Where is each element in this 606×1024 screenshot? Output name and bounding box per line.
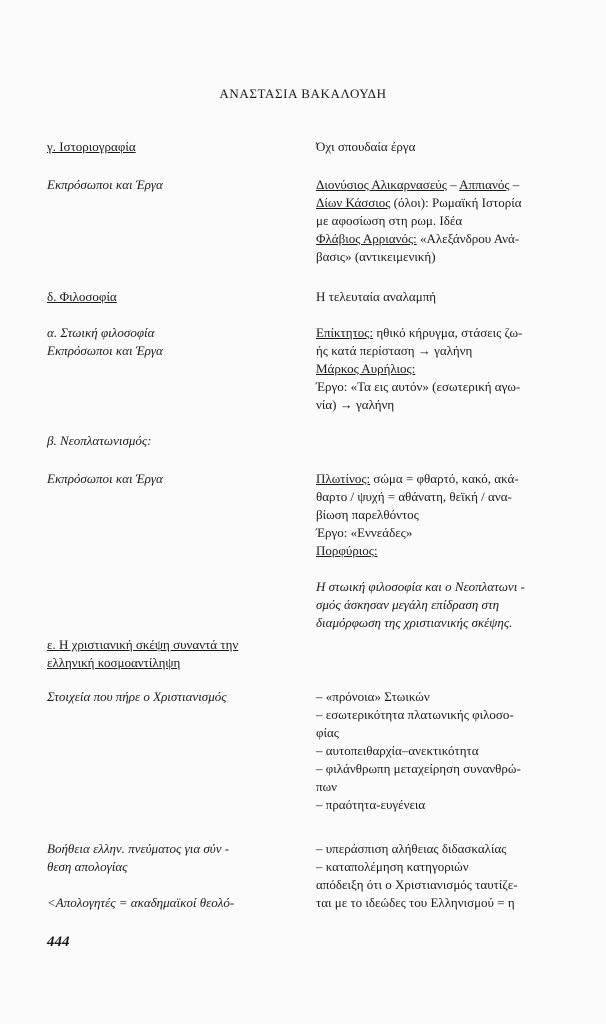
historiography-note: Όχι σπουδαία έργα: [316, 139, 416, 154]
name-porphyry: Πορφύριος:: [316, 543, 378, 558]
flavius-description-cont: βασις» (αντικειμενική): [316, 249, 436, 264]
elements-label: Στοιχεία που πήρε ο Χριστιανισμός: [47, 689, 227, 704]
section-historiography-heading: γ. Ιστοριογραφία: [47, 139, 136, 154]
name-flavius: Φλάβιος Αρριανός:: [316, 231, 417, 246]
help-list: [316, 840, 570, 912]
running-header: ΑΝΑΣΤΑΣΙΑ ΒΑΚΑΛΟΥΔΗ: [219, 86, 387, 101]
christian-heading-line: ελληνική κοσμοαντίληψη: [47, 655, 181, 670]
name-marcus: Μάρκος Αυρήλιος:: [316, 361, 416, 376]
stoic-heading: α. Στωική φιλοσοφία: [47, 325, 155, 340]
stoic-works: [316, 324, 570, 414]
elements-list: [316, 688, 570, 814]
marcus-work: Έργο: «Τα εις αυτόν» (εσωτερική αγω-: [316, 379, 521, 394]
apologists-line: <Απολογητές = ακαδημαϊκοί θεολό-: [47, 895, 235, 910]
stoic-representatives: [47, 324, 292, 360]
epictetus-description: ηθικό κήρυγμα, στάσεις ζω-: [373, 325, 523, 340]
plotinus-work: Έργο: «Εννεάδες»: [316, 525, 413, 540]
flavius-description: «Αλεξάνδρου Ανά-: [416, 231, 520, 246]
section-christian-heading: [47, 636, 292, 672]
representatives-label: Εκπρόσωποι και Έργα: [47, 343, 163, 358]
list-item: – καταπολέμηση κατηγοριών: [316, 859, 469, 874]
list-item: – φιλάνθρωπη μεταχείρηση συνανθρώ-: [316, 761, 521, 776]
philosophy-note: Η τελευταία αναλαμπή: [316, 289, 437, 304]
list-item: – αυτοπειθαρχία–ανεκτικότητα: [316, 743, 479, 758]
devotion-line: με αφοσίωση στη ρωμ. Ιδέα: [316, 213, 463, 228]
neoplatonism-heading: β. Νεοπλατωνισμός:: [47, 433, 152, 448]
name-appian: Αππιανός: [459, 177, 510, 192]
page-number: 444: [47, 934, 70, 950]
help-label-line: Βοήθεια ελλην. πνεύματος για σύν -: [47, 841, 230, 856]
dio-description: (όλοι): Ρωμαϊκή Ιστορία: [390, 195, 522, 210]
list-item-cont: πων: [316, 779, 337, 794]
name-dionysius: Διονύσιος Αλικαρνασεύς: [316, 177, 447, 192]
list-item: – πραότητα-ευγένεια: [316, 797, 426, 812]
list-item: απόδειξη ότι ο Χριστιανισμός ταυτίζε-: [316, 877, 518, 892]
marcus-work-cont: νία) → γαλήνη: [316, 397, 395, 412]
representatives-label: Εκπρόσωποι και Έργα: [47, 177, 163, 192]
christian-heading-line: ε. Η χριστιανική σκέψη συναντά την: [47, 637, 239, 652]
list-item-cont: ται με το ιδεώδες του Ελληνισμού = η: [316, 895, 515, 910]
list-item: – «πρόνοια» Στωικών: [316, 689, 430, 704]
plotinus-description-cont: θαρτο / ψυχή = αθάνατη, θεϊκή / ανα-: [316, 489, 512, 504]
representatives-label: Εκπρόσωποι και Έργα: [47, 471, 163, 486]
list-item: – εσωτερικότητα πλατωνικής φιλοσο-: [316, 707, 514, 722]
influence-line: σμός άσκησαν μεγάλη επίδραση στη: [316, 597, 500, 612]
help-label-line: θεση απολογίας: [47, 859, 128, 874]
list-item: – υπεράσπιση αλήθειας διδασκαλίας: [316, 841, 507, 856]
list-item-cont: φίας: [316, 725, 339, 740]
help-label: [47, 840, 292, 876]
influence-note: [316, 578, 570, 632]
influence-line: Η στωική φιλοσοφία και ο Νεοπλατωνι -: [316, 579, 525, 594]
plotinus-description-end: βίωση παρελθόντος: [316, 507, 419, 522]
influence-line: διαμόρφωση της χριστιανικής σκέψης.: [316, 615, 513, 630]
historiography-works: [316, 176, 570, 266]
name-epictetus: Επίκτητος:: [316, 325, 374, 340]
name-dio: Δίων Κάσσιος: [316, 195, 391, 210]
epictetus-description-cont: ής κατά περίσταση → γαλήνη: [316, 343, 473, 358]
plotinus-description: σώμα = φθαρτό, κακό, ακά-: [370, 471, 519, 486]
name-plotinus: Πλωτίνος:: [316, 471, 371, 486]
separator: –: [446, 177, 460, 192]
neoplatonism-works: [316, 470, 570, 560]
section-philosophy-heading: δ. Φιλοσοφία: [47, 289, 117, 304]
separator: –: [509, 177, 520, 192]
